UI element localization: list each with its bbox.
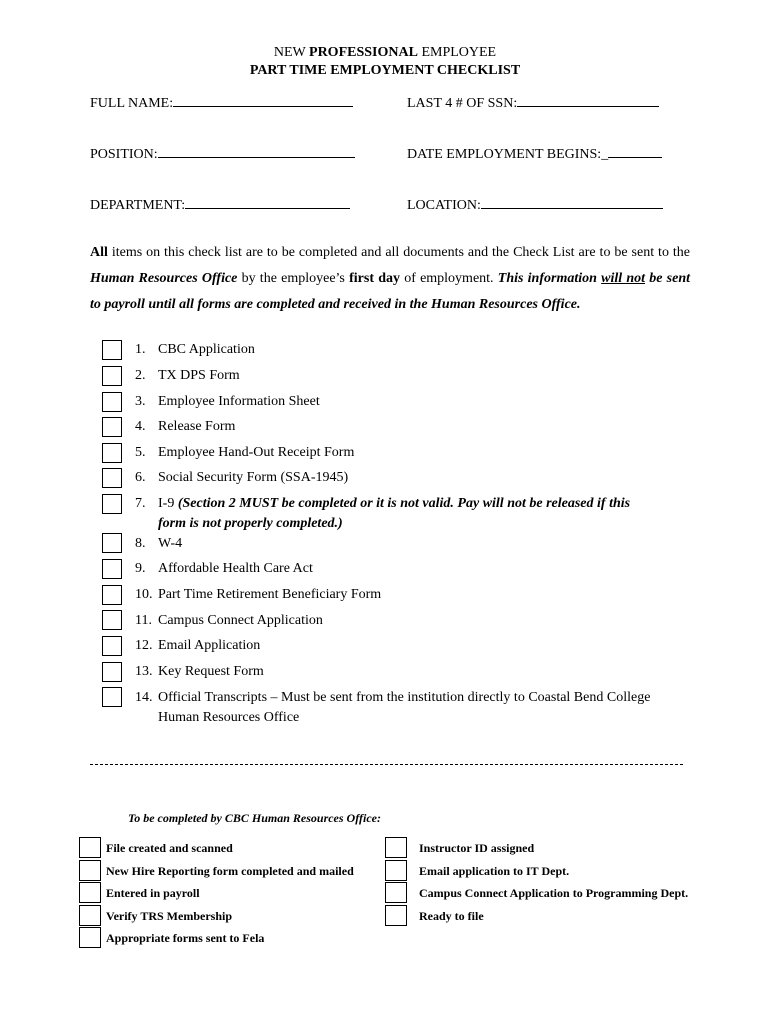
department-label: DEPARTMENT: — [90, 198, 186, 213]
hr-item-entered-payroll: Entered in payroll — [106, 886, 200, 900]
hr-office-heading: To be completed by CBC Human Resources Office: — [128, 811, 381, 825]
hr-checkbox-file-created[interactable] — [79, 837, 101, 858]
date-begins-label: DATE EMPLOYMENT BEGINS: — [407, 147, 602, 162]
hr-item-forms-to-fela: Appropriate forms sent to Fela — [106, 931, 265, 945]
checklist-item-2: 2. TX DPS Form — [135, 368, 240, 383]
location-line[interactable] — [481, 196, 663, 209]
ssn-line[interactable] — [517, 94, 659, 107]
checklist-item-1: 1. CBC Application — [135, 342, 255, 357]
hr-checkbox-ready-to-file[interactable] — [385, 905, 407, 926]
checklist-item-7: 7. I-9 (Section 2 MUST be completed or it is not valid. Pay will not be released if this — [135, 496, 631, 511]
checkbox-item-11[interactable] — [102, 610, 122, 630]
ssn-label: LAST 4 # OF SSN: — [407, 96, 518, 111]
location-label: LOCATION: — [407, 198, 481, 213]
hr-item-verify-trs: Verify TRS Membership — [106, 909, 232, 923]
hr-checkbox-new-hire-reporting[interactable] — [79, 860, 101, 881]
location-field[interactable] — [407, 196, 663, 214]
checklist-item-11: 11. Campus Connect Application — [135, 613, 323, 628]
checklist-item-10: 10. Part Time Retirement Beneficiary Form — [135, 587, 382, 602]
checklist-item-9: 9. Affordable Health Care Act — [135, 561, 313, 576]
hr-item-ready-to-file: Ready to file — [419, 909, 484, 923]
ssn-field[interactable] — [407, 94, 659, 112]
checkbox-item-2[interactable] — [102, 366, 122, 386]
section-divider — [90, 764, 683, 765]
position-field[interactable] — [90, 145, 355, 163]
form-title-line2: PART TIME EMPLOYMENT CHECKLIST — [249, 63, 521, 78]
checkbox-item-7[interactable] — [102, 494, 122, 514]
checkbox-item-8[interactable] — [102, 533, 122, 553]
checklist-item-13: 13. Key Request Form — [135, 664, 264, 679]
checkbox-item-6[interactable] — [102, 468, 122, 488]
checkbox-item-5[interactable] — [102, 443, 122, 463]
checkbox-item-12[interactable] — [102, 636, 122, 656]
department-line[interactable] — [185, 196, 350, 209]
checklist-item-8: 8. W-4 — [135, 536, 183, 551]
hr-checkbox-instructor-id[interactable] — [385, 837, 407, 858]
hr-checkbox-campus-connect[interactable] — [385, 882, 407, 903]
checklist-item-12: 12. Email Application — [135, 638, 261, 653]
date-begins-mark: _ — [601, 147, 609, 162]
full-name-label: FULL NAME: — [90, 96, 174, 111]
checklist-item-6: 6. Social Security Form (SSA-1945) — [135, 470, 349, 485]
form-title-line1: NEW PROFESSIONAL EMPLOYEE — [273, 45, 497, 60]
full-name-line[interactable] — [173, 94, 353, 107]
hr-checkbox-verify-trs[interactable] — [79, 905, 101, 926]
full-name-field[interactable] — [90, 94, 353, 112]
checkbox-item-10[interactable] — [102, 585, 122, 605]
checklist-item-4: 4. Release Form — [135, 419, 236, 434]
hr-checkbox-forms-to-fela[interactable] — [79, 927, 101, 948]
date-begins-line[interactable] — [608, 145, 662, 158]
hr-item-instructor-id: Instructor ID assigned — [419, 841, 535, 855]
hr-checkbox-email-it[interactable] — [385, 860, 407, 881]
position-label: POSITION: — [90, 147, 158, 162]
hr-item-campus-connect: Campus Connect Application to Programming Dept. — [419, 886, 689, 900]
position-line[interactable] — [158, 145, 355, 158]
instructions-paragraph: All items on this check list are to be completed and all documents and the Check List are to be sent to the Human Resources Office by the employee’s first day of employment. This information will not be sent to payroll until all forms are completed and received in the Human Resources Office. — [90, 245, 690, 312]
checklist-item-14-line2: Human Resources Office — [158, 710, 300, 725]
checklist-item-14: 14. Official Transcripts – Must be sent from the institution directly to Coastal Bend College — [135, 690, 651, 705]
checklist-item-3: 3. Employee Information Sheet — [135, 394, 320, 409]
checkbox-item-1[interactable] — [102, 340, 122, 360]
date-begins-field[interactable] — [407, 145, 662, 163]
checkbox-item-13[interactable] — [102, 662, 122, 682]
hr-checkbox-entered-payroll[interactable] — [79, 882, 101, 903]
hr-item-file-created: File created and scanned — [106, 841, 233, 855]
checkbox-item-9[interactable] — [102, 559, 122, 579]
checklist-item-7-note: form is not properly completed.) — [158, 516, 343, 531]
checklist-item-5: 5. Employee Hand-Out Receipt Form — [135, 445, 355, 460]
checkbox-item-14[interactable] — [102, 687, 122, 707]
checkbox-item-3[interactable] — [102, 392, 122, 412]
hr-item-new-hire-reporting: New Hire Reporting form completed and mailed — [106, 864, 354, 878]
hr-item-email-it: Email application to IT Dept. — [419, 864, 570, 878]
department-field[interactable] — [90, 196, 350, 214]
checkbox-item-4[interactable] — [102, 417, 122, 437]
